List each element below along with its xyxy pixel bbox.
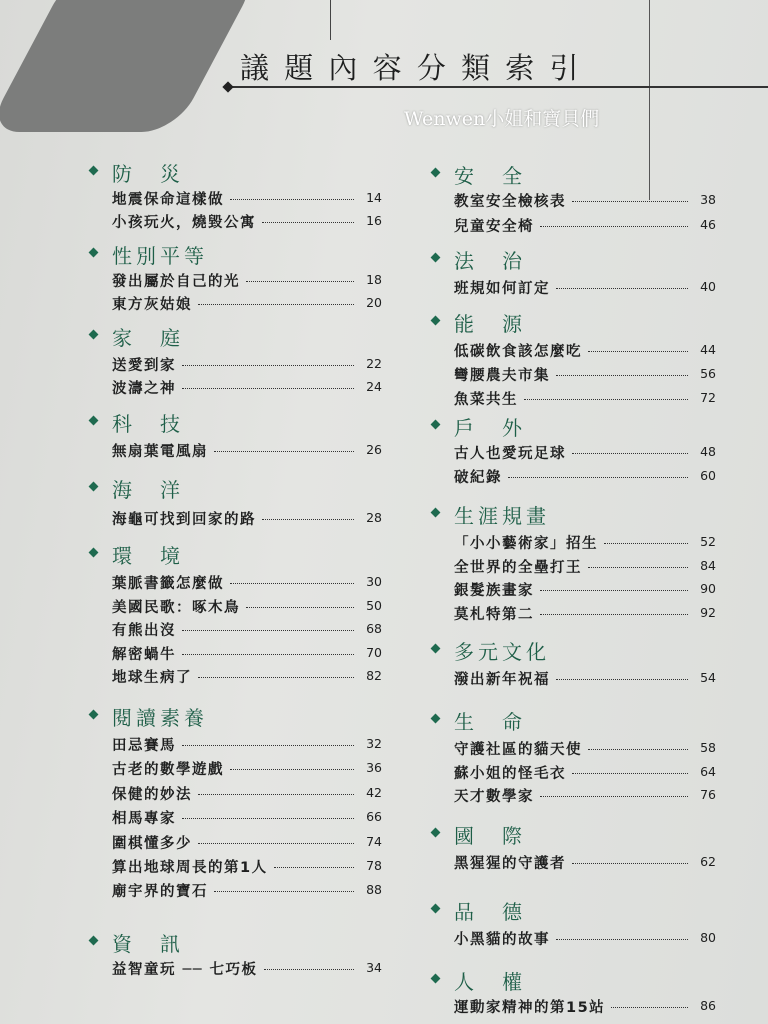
index-entry[interactable] — [112, 832, 388, 852]
entry-title: 古老的數學遊戲 — [112, 762, 224, 779]
index-entry[interactable] — [454, 668, 722, 688]
section-title: 家 庭 — [112, 326, 184, 350]
index-entry[interactable] — [112, 508, 388, 528]
index-entry[interactable] — [454, 340, 722, 360]
page-number: 16 — [366, 213, 382, 228]
index-entry[interactable] — [454, 388, 722, 408]
page-number: 48 — [700, 444, 716, 459]
section-title: 品 德 — [454, 900, 526, 924]
leader-dots — [524, 399, 688, 400]
index-entry[interactable] — [112, 880, 388, 900]
section-title: 生 命 — [454, 710, 526, 734]
diamond-bullet-icon — [431, 644, 441, 654]
index-entry[interactable] — [112, 440, 388, 460]
entry-title: 蘇小姐的怪毛衣 — [454, 765, 566, 782]
index-entry[interactable] — [454, 996, 722, 1016]
entry-title: 田忌賽馬 — [112, 738, 176, 754]
index-entry[interactable] — [454, 364, 722, 384]
page-number: 26 — [366, 442, 382, 457]
section-title: 多元文化 — [454, 640, 550, 664]
leader-dots — [246, 281, 354, 282]
diamond-left-icon — [222, 81, 233, 92]
leader-dots — [556, 939, 688, 940]
page-number: 72 — [700, 390, 716, 405]
entry-title: 莫札特第二 — [454, 606, 534, 623]
entry-title: 無扇葉電風扇 — [112, 444, 208, 460]
entry-title: 兒童安全椅 — [454, 219, 534, 235]
diamond-bullet-icon — [431, 316, 441, 326]
page-number: 74 — [366, 833, 382, 849]
diamond-bullet-icon — [431, 420, 441, 430]
entry-title: 發出屬於自己的光 — [112, 274, 240, 290]
decorative-corner-shape — [0, 0, 261, 132]
leader-dots — [182, 630, 354, 631]
section-title: 能 源 — [454, 312, 526, 336]
leader-dots — [556, 288, 688, 289]
leader-dots — [230, 769, 354, 770]
entry-title: 保健的妙法 — [112, 786, 192, 803]
entry-title: 益智童玩 ── 七巧板 — [112, 962, 258, 978]
diamond-bullet-icon — [431, 714, 441, 724]
section-title: 科 技 — [112, 412, 184, 436]
index-entry[interactable] — [112, 783, 388, 803]
index-entry[interactable] — [454, 928, 722, 948]
page-number: 40 — [700, 279, 716, 294]
leader-dots — [182, 745, 354, 746]
page-number: 52 — [700, 534, 716, 549]
page-number: 30 — [366, 574, 382, 589]
leader-dots — [230, 199, 354, 200]
leader-dots — [182, 818, 354, 819]
diamond-bullet-icon — [431, 974, 441, 984]
index-entry[interactable] — [112, 188, 388, 208]
leader-dots — [572, 201, 688, 202]
entry-title: 送愛到家 — [112, 358, 176, 374]
page-header — [226, 40, 626, 92]
entry-title: 波濤之神 — [112, 381, 176, 397]
page-number: 86 — [700, 998, 716, 1013]
index-entry[interactable] — [112, 666, 388, 686]
page-number: 32 — [366, 736, 382, 751]
entry-title: 魚菜共生 — [454, 392, 518, 408]
leader-dots — [182, 654, 354, 655]
index-entry[interactable] — [112, 958, 388, 978]
index-entry[interactable] — [112, 643, 388, 663]
entry-title: 班規如何訂定 — [454, 281, 550, 297]
entry-title: 運動家精神的第15站 — [454, 1000, 606, 1016]
page-number: 68 — [366, 621, 382, 637]
page-number: 14 — [366, 190, 382, 205]
index-entry[interactable] — [454, 277, 722, 297]
page-number: 44 — [700, 342, 716, 357]
entry-title: 黑猩猩的守護者 — [454, 856, 566, 872]
page-number: 82 — [366, 668, 382, 684]
index-entry[interactable] — [112, 856, 388, 876]
leader-dots — [214, 891, 354, 892]
entry-title: 有熊出沒 — [112, 623, 176, 640]
entry-title: 古人也愛玩足球 — [454, 446, 566, 462]
page-number: 62 — [700, 854, 716, 869]
diamond-bullet-icon — [89, 482, 99, 492]
entry-title: 小孩玩火，燒毀公寓 — [112, 215, 256, 231]
leader-dots — [604, 543, 688, 544]
index-entry[interactable] — [112, 596, 388, 616]
page-number: 78 — [366, 858, 382, 873]
index-entry[interactable] — [454, 215, 722, 235]
diamond-bullet-icon — [431, 508, 441, 518]
page-number: 76 — [700, 787, 716, 803]
page-number: 22 — [366, 356, 382, 371]
leader-dots — [214, 451, 354, 452]
title-underline — [226, 86, 768, 88]
index-entry[interactable] — [454, 190, 722, 210]
entry-title: 葉脈書籤怎麼做 — [112, 576, 224, 592]
section-title: 海 洋 — [112, 478, 184, 502]
leader-dots — [540, 614, 688, 615]
index-entry[interactable] — [112, 572, 388, 592]
entry-title: 解密蝸牛 — [112, 646, 176, 663]
entry-title: 潑出新年祝福 — [454, 672, 550, 688]
diamond-bullet-icon — [89, 416, 99, 426]
page-number: 84 — [700, 557, 716, 573]
diamond-bullet-icon — [89, 548, 99, 558]
entry-title: 低碳飲食該怎麼吃 — [454, 344, 582, 360]
page-title: 議 題 內 容 分 類 索 引 — [240, 51, 582, 85]
index-entry[interactable] — [454, 603, 722, 623]
leader-dots — [588, 567, 688, 568]
entry-title: 銀髮族畫家 — [454, 583, 534, 600]
index-entry[interactable] — [112, 211, 388, 231]
page-number: 64 — [700, 763, 716, 779]
leader-dots — [198, 677, 354, 678]
leader-dots — [264, 969, 354, 970]
entry-title: 相馬專家 — [112, 811, 176, 828]
page-number: 56 — [700, 366, 716, 381]
leader-dots — [198, 304, 354, 305]
entry-title: 天才數學家 — [454, 789, 534, 806]
leader-dots — [198, 794, 354, 795]
index-entry[interactable] — [454, 466, 722, 486]
section-title: 法 治 — [454, 249, 526, 273]
diamond-bullet-icon — [431, 828, 441, 838]
page-edge-line — [649, 0, 651, 200]
index-entry[interactable] — [112, 734, 388, 754]
entry-title: 「小小藝術家」招生 — [454, 536, 598, 552]
page-number: 42 — [366, 784, 382, 800]
leader-dots — [540, 590, 688, 591]
section-title: 環 境 — [112, 544, 184, 568]
index-entry[interactable] — [112, 807, 388, 827]
section-title: 性別平等 — [112, 244, 208, 268]
index-entry[interactable] — [454, 852, 722, 872]
leader-dots — [572, 773, 688, 774]
leader-dots — [262, 519, 354, 520]
diamond-bullet-icon — [431, 168, 441, 178]
entry-title: 教室安全檢核表 — [454, 194, 566, 210]
index-entry[interactable] — [454, 532, 722, 552]
page-number: 90 — [700, 581, 716, 597]
leader-dots — [556, 679, 688, 680]
page-number: 20 — [366, 295, 382, 310]
diamond-bullet-icon — [89, 710, 99, 720]
page-number: 36 — [366, 760, 382, 776]
section-title: 閱讀素養 — [112, 706, 208, 730]
diamond-bullet-icon — [431, 253, 441, 263]
decorative-line — [330, 0, 331, 40]
section-title: 人 權 — [454, 970, 526, 994]
section-title: 戶 外 — [454, 416, 526, 440]
index-entry[interactable] — [454, 738, 722, 758]
index-entry[interactable] — [454, 556, 722, 576]
entry-title: 美國民歌：啄木鳥 — [112, 599, 240, 616]
entry-title: 算出地球周長的第1人 — [112, 860, 268, 876]
leader-dots — [611, 1007, 688, 1008]
leader-dots — [262, 222, 354, 223]
page-number: 46 — [700, 217, 716, 232]
section-title: 生涯規畫 — [454, 504, 550, 528]
index-entry[interactable] — [112, 270, 388, 290]
leader-dots — [572, 863, 688, 864]
section-title: 防 災 — [112, 162, 184, 186]
entry-title: 破紀錄 — [454, 470, 502, 486]
page-number: 60 — [700, 468, 716, 483]
leader-dots — [540, 226, 688, 227]
leader-dots — [230, 583, 354, 584]
watermark: Wenwen小姐和寶貝們 — [404, 108, 600, 130]
page-number: 54 — [700, 670, 716, 685]
page-number: 88 — [366, 882, 382, 898]
leader-dots — [198, 843, 354, 844]
page-number: 80 — [700, 930, 716, 945]
section-title: 資 訊 — [112, 932, 184, 956]
index-entry[interactable] — [112, 354, 388, 374]
page-number: 70 — [366, 644, 382, 660]
entry-title: 小黑貓的故事 — [454, 932, 550, 948]
leader-dots — [182, 388, 354, 389]
page-number: 38 — [700, 192, 716, 207]
section-title: 國 際 — [454, 824, 526, 848]
index-entry[interactable] — [112, 619, 388, 639]
index-entry[interactable] — [454, 579, 722, 599]
diamond-bullet-icon — [431, 904, 441, 914]
page-number: 34 — [366, 960, 382, 975]
entry-title: 守護社區的貓天使 — [454, 742, 582, 758]
leader-dots — [556, 375, 688, 376]
entry-title: 廟宇界的寶石 — [112, 884, 208, 901]
leader-dots — [588, 351, 688, 352]
entry-title: 全世界的全壘打王 — [454, 559, 582, 576]
diamond-bullet-icon — [89, 330, 99, 340]
leader-dots — [246, 607, 354, 608]
entry-title: 海龜可找到回家的路 — [112, 512, 256, 528]
leader-dots — [274, 867, 354, 868]
leader-dots — [540, 796, 688, 797]
leader-dots — [182, 365, 354, 366]
index-entry[interactable] — [454, 785, 722, 805]
page-number: 24 — [366, 379, 382, 394]
entry-title: 地球生病了 — [112, 670, 192, 687]
index-entry[interactable] — [454, 442, 722, 462]
index-entry[interactable] — [112, 377, 388, 397]
index-entry[interactable] — [112, 293, 388, 313]
page-number: 92 — [700, 604, 716, 620]
page-number: 18 — [366, 272, 382, 287]
page-number: 66 — [366, 809, 382, 825]
diamond-bullet-icon — [89, 166, 99, 176]
section-title: 安 全 — [454, 164, 526, 188]
index-entry[interactable] — [112, 758, 388, 778]
entry-title: 彎腰農夫市集 — [454, 368, 550, 384]
diamond-bullet-icon — [89, 936, 99, 946]
entry-title: 東方灰姑娘 — [112, 297, 192, 313]
leader-dots — [508, 477, 688, 478]
leader-dots — [588, 749, 688, 750]
leader-dots — [572, 453, 688, 454]
diamond-bullet-icon — [89, 248, 99, 258]
index-entry[interactable] — [454, 762, 722, 782]
page-number: 58 — [700, 740, 716, 755]
page-number: 50 — [366, 597, 382, 613]
page-number: 28 — [366, 510, 382, 525]
entry-title: 圍棋懂多少 — [112, 835, 192, 852]
entry-title: 地震保命這樣做 — [112, 192, 224, 208]
